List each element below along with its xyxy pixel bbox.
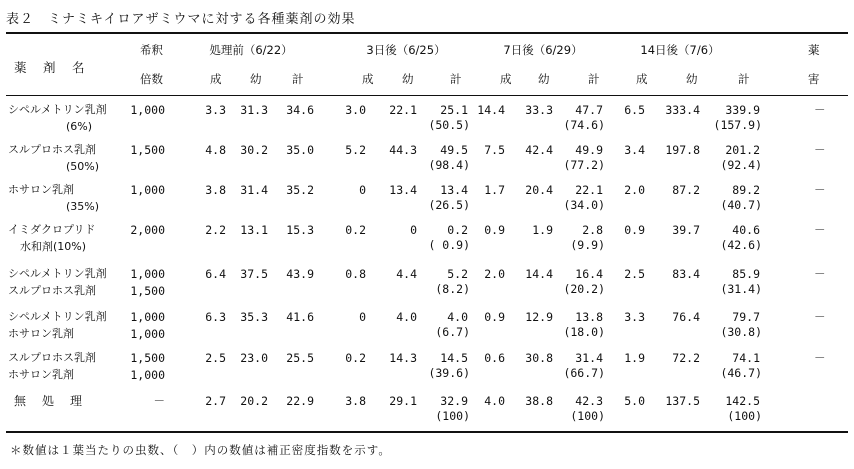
d14-value: 89.2 (732, 183, 760, 197)
phyto-value: － (814, 183, 826, 197)
header-dilution-top: 希釈 (140, 43, 163, 57)
d14-index: (157.9) (713, 118, 762, 132)
header-period-pre: 処理前（6/22） (209, 43, 293, 57)
pre-value: 22.9 (286, 394, 314, 408)
d7-value: 7.5 (484, 143, 505, 157)
dilution-value: 1,500 (130, 351, 165, 365)
d7-value: 42.4 (525, 143, 553, 157)
phyto-value: － (814, 103, 826, 117)
d3-value: 14.3 (389, 351, 417, 365)
d14-index: (46.7) (720, 366, 762, 380)
drug-name: スルプロホス乳剤 (8, 351, 96, 364)
dilution-value: 2,000 (130, 223, 165, 237)
d3-value: 5.2 (345, 143, 366, 157)
dilution-value: 1,500 (130, 284, 165, 298)
d3-index: (8.2) (435, 282, 470, 296)
header-period-14d: 14日後（7/6） (640, 43, 720, 57)
pre-value: 34.6 (286, 103, 314, 117)
d14-value: 6.5 (624, 103, 645, 117)
phyto-value: － (814, 351, 826, 365)
footnote: ＊数値は１葉当たりの虫数、（ ）内の数値は補正密度指数を示す。 (10, 443, 391, 457)
d7-index: (100) (570, 409, 605, 423)
d7-index: (20.2) (563, 282, 605, 296)
d14-value: 142.5 (725, 394, 760, 408)
d3-index: (39.6) (428, 366, 470, 380)
drug-name: シペルメトリン乳剤 (8, 267, 107, 280)
d3-value: 49.5 (440, 143, 468, 157)
subheader-pre-larva: 幼 (250, 72, 262, 86)
d7-value: 12.9 (525, 310, 553, 324)
d3-value: 13.4 (440, 183, 468, 197)
pre-value: 25.5 (286, 351, 314, 365)
dilution-value: 1,000 (130, 103, 165, 117)
pre-value: 35.3 (240, 310, 268, 324)
pre-value: 41.6 (286, 310, 314, 324)
d7-index: (34.0) (563, 198, 605, 212)
drug-name: シペルメトリン乳剤 (8, 103, 107, 116)
d7-value: 22.1 (575, 183, 603, 197)
subheader-d7-total: 計 (588, 72, 600, 86)
top-rule (6, 32, 848, 34)
d14-value: 74.1 (732, 351, 760, 365)
d3-index: (98.4) (428, 158, 470, 172)
d14-index: (30.8) (720, 325, 762, 339)
drug-name: (6%) (66, 120, 93, 133)
subheader-d3-larva: 幼 (402, 72, 414, 86)
d3-value: 22.1 (389, 103, 417, 117)
pre-value: 31.3 (240, 103, 268, 117)
d7-value: 14.4 (525, 267, 553, 281)
d7-value: 38.8 (525, 394, 553, 408)
pre-value: 2.2 (205, 223, 226, 237)
d7-value: 13.8 (575, 310, 603, 324)
d14-value: 2.5 (624, 267, 645, 281)
d7-value: 14.4 (477, 103, 505, 117)
pre-value: 35.2 (286, 183, 314, 197)
d3-value: 44.3 (389, 143, 417, 157)
pre-value: 3.8 (205, 183, 226, 197)
d7-value: 2.0 (484, 267, 505, 281)
d3-value: 4.4 (396, 267, 417, 281)
pre-value: 2.5 (205, 351, 226, 365)
pre-value: 43.9 (286, 267, 314, 281)
bottom-rule (6, 431, 848, 433)
header-phyto-bottom: 害 (808, 72, 820, 86)
drug-name: 水和剤(10%) (20, 240, 87, 253)
pre-value: 20.2 (240, 394, 268, 408)
d14-value: 87.2 (672, 183, 700, 197)
d14-value: 5.0 (624, 394, 645, 408)
d14-value: 201.2 (725, 143, 760, 157)
d3-value: 0.8 (345, 267, 366, 281)
drug-name: イミダクロプリド (8, 223, 96, 236)
drug-name: シペルメトリン乳剤 (8, 310, 107, 323)
dilution-value: 1,000 (130, 267, 165, 281)
d7-value: 31.4 (575, 351, 603, 365)
pre-value: 13.1 (240, 223, 268, 237)
d3-value: 0 (410, 223, 417, 237)
d14-value: 79.7 (732, 310, 760, 324)
pre-value: 35.0 (286, 143, 314, 157)
subheader-d14-total: 計 (738, 72, 750, 86)
d14-value: 85.9 (732, 267, 760, 281)
d3-value: 0 (359, 310, 366, 324)
d14-index: (31.4) (720, 282, 762, 296)
pre-value: 23.0 (240, 351, 268, 365)
header-period-3d: 3日後（6/25） (366, 43, 446, 57)
drug-name: スルプロホス乳剤 (8, 284, 96, 297)
drug-name: 無 処 理 (14, 394, 85, 408)
d14-index: (100) (727, 409, 762, 423)
d7-value: 30.8 (525, 351, 553, 365)
d14-value: 0.9 (624, 223, 645, 237)
d14-value: 83.4 (672, 267, 700, 281)
d14-value: 339.9 (725, 103, 760, 117)
d7-index: (66.7) (563, 366, 605, 380)
table-title: 表２ ミナミキイロアザミウマに対する各種薬剤の効果 (6, 12, 356, 27)
pre-value: 31.4 (240, 183, 268, 197)
pre-value: 6.3 (205, 310, 226, 324)
d3-value: 0.2 (447, 223, 468, 237)
d3-index: (100) (435, 409, 470, 423)
dilution-value: 1,000 (130, 368, 165, 382)
subheader-d14-adult: 成 (636, 72, 648, 86)
phyto-value: － (814, 267, 826, 281)
d14-value: 197.8 (665, 143, 700, 157)
d14-value: 76.4 (672, 310, 700, 324)
d3-index: ( 0.9) (428, 238, 470, 252)
header-drug-name: 薬 剤 名 (14, 60, 87, 75)
d7-value: 1.9 (532, 223, 553, 237)
subheader-pre-adult: 成 (210, 72, 222, 86)
d7-index: (74.6) (563, 118, 605, 132)
drug-name: スルプロホス乳剤 (8, 143, 96, 156)
d7-value: 20.4 (525, 183, 553, 197)
d3-value: 5.2 (447, 267, 468, 281)
d14-index: (42.6) (720, 238, 762, 252)
dilution-value: 1,000 (130, 327, 165, 341)
pre-value: 4.8 (205, 143, 226, 157)
header-period-7d: 7日後（6/29） (503, 43, 583, 57)
d3-value: 0.2 (345, 351, 366, 365)
d3-value: 13.4 (389, 183, 417, 197)
d3-value: 25.1 (440, 103, 468, 117)
d14-value: 3.4 (624, 143, 645, 157)
d3-value: 4.0 (447, 310, 468, 324)
d7-value: 0.6 (484, 351, 505, 365)
d3-value: 14.5 (440, 351, 468, 365)
d14-value: 3.3 (624, 310, 645, 324)
d3-value: 4.0 (396, 310, 417, 324)
d3-value: 32.9 (440, 394, 468, 408)
d14-value: 2.0 (624, 183, 645, 197)
subheader-d14-larva: 幼 (686, 72, 698, 86)
phyto-value: － (814, 143, 826, 157)
drug-name: ホサロン乳剤 (8, 183, 74, 196)
pre-value: 2.7 (205, 394, 226, 408)
d7-value: 2.8 (582, 223, 603, 237)
d3-value: 3.0 (345, 103, 366, 117)
d7-value: 16.4 (575, 267, 603, 281)
d7-value: 42.3 (575, 394, 603, 408)
phyto-value: － (814, 310, 826, 324)
d7-index: (18.0) (563, 325, 605, 339)
subheader-d3-adult: 成 (362, 72, 374, 86)
d7-value: 33.3 (525, 103, 553, 117)
d14-value: 39.7 (672, 223, 700, 237)
d14-index: (92.4) (720, 158, 762, 172)
header-dilution-bottom: 倍数 (140, 72, 163, 86)
d3-value: 0.2 (345, 223, 366, 237)
subheader-d7-adult: 成 (500, 72, 512, 86)
subheader-d7-larva: 幼 (538, 72, 550, 86)
drug-name: (35%) (66, 200, 100, 213)
dilution-value: 1,000 (130, 183, 165, 197)
header-rule (6, 95, 848, 96)
d7-index: (77.2) (563, 158, 605, 172)
d3-value: 0 (359, 183, 366, 197)
d7-value: 4.0 (484, 394, 505, 408)
d14-index: (40.7) (720, 198, 762, 212)
d14-value: 137.5 (665, 394, 700, 408)
drug-name: (50%) (66, 160, 100, 173)
d7-value: 0.9 (484, 310, 505, 324)
d3-index: (6.7) (435, 325, 470, 339)
d7-value: 1.7 (484, 183, 505, 197)
pre-value: 30.2 (240, 143, 268, 157)
drug-name: ホサロン乳剤 (8, 368, 74, 381)
d14-value: 72.2 (672, 351, 700, 365)
d7-value: 47.7 (575, 103, 603, 117)
header-phyto-top: 薬 (808, 43, 820, 57)
dilution-value: 1,000 (130, 310, 165, 324)
pre-value: 37.5 (240, 267, 268, 281)
d3-index: (50.5) (428, 118, 470, 132)
pre-value: 15.3 (286, 223, 314, 237)
d3-value: 29.1 (389, 394, 417, 408)
dilution-value: 1,500 (130, 143, 165, 157)
pre-value: 3.3 (205, 103, 226, 117)
pre-value: 6.4 (205, 267, 226, 281)
d7-value: 49.9 (575, 143, 603, 157)
d7-value: 0.9 (484, 223, 505, 237)
drug-name: ホサロン乳剤 (8, 327, 74, 340)
d14-value: 1.9 (624, 351, 645, 365)
d3-value: 3.8 (345, 394, 366, 408)
subheader-d3-total: 計 (450, 72, 462, 86)
d7-index: (9.9) (570, 238, 605, 252)
d14-value: 333.4 (665, 103, 700, 117)
d3-index: (26.5) (428, 198, 470, 212)
dilution-value: － (153, 394, 165, 408)
d14-value: 40.6 (732, 223, 760, 237)
subheader-pre-total: 計 (292, 72, 304, 86)
phyto-value: － (814, 223, 826, 237)
